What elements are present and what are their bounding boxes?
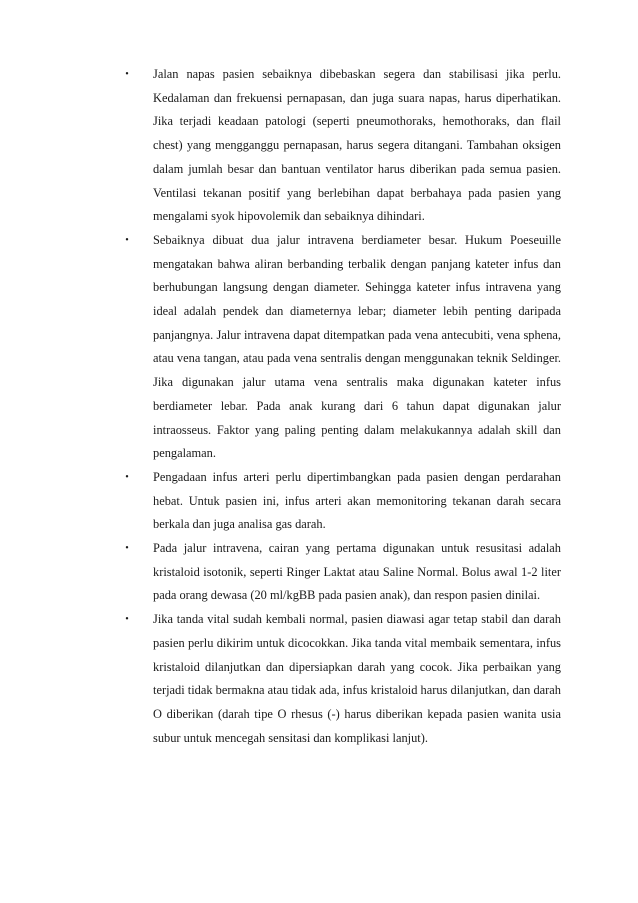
paragraph-text: Jalan napas pasien sebaiknya dibebaskan segera dan stabilisasi jika perlu. Kedalaman dan frekuensi pernapasan, dan juga suara napas, harus diperhatikan. Jika terjadi keadaan patologi (seperti pneumothoraks, hemothoraks, dan flail chest) yang mengganggu pernapasan, harus segera ditangani. Tambahan oksigen dalam jumlah besar dan bantuan ventilator harus diberikan pada semua pasien. Ventilasi tekanan positif yang berlebihan dapat berbahaya pada pasien yang mengalami syok hipovolemik dan sebaiknya dihindari. xyxy=(153,67,561,224)
bullet-icon: • xyxy=(125,614,129,626)
list-item xyxy=(120,537,561,608)
paragraph-text: Jika tanda vital sudah kembali normal, pasien diawasi agar tetap stabil dan darah pasien perlu dikirim untuk dicocokkan. Jika tanda vital membaik sementara, infus kristaloid dilanjutkan dan dipersiapkan darah yang cocok. Jika perbaikan yang terjadi tidak bermakna atau tidak ada, infus kristaloid harus dilanjutkan, dan darah O diberikan (darah tipe O rhesus (-) harus diberikan kepada pasien wanita usia subur untuk mencegah sensitasi dan komplikasi lanjut). xyxy=(153,612,561,745)
bullet-list xyxy=(120,63,561,750)
bullet-icon: • xyxy=(125,543,129,555)
paragraph-text: Sebaiknya dibuat dua jalur intravena berdiameter besar. Hukum Poeseuille mengatakan bahwa aliran berbanding terbalik dengan panjang kateter infus dan berhubungan langsung dengan diameter. Sehingga kateter infus intravena yang ideal adalah pendek dan diameternya lebar; diameter lebih penting daripada panjangnya. Jalur intravena dapat ditempatkan pada vena antecubiti, vena sphena, atau vena tangan, atau pada vena sentralis dengan menggunakan teknik Seldinger. Jika digunakan jalur utama vena sentralis maka digunakan kateter infus berdiameter lebar. Pada anak kurang dari 6 tahun dapat digunakan jalur intraosseus. Faktor yang paling penting dalam melakukannya adalah skill dan pengalaman. xyxy=(153,232,561,461)
paragraph-text: Pada jalur intravena, cairan yang pertama digunakan untuk resusitasi adalah kristaloid isotonik, seperti Ringer Laktat atau Saline Normal. Bolus awal 1-2 liter pada orang dewasa (20 ml/kgBB pada pasien anak), dan respon pasien dinilai. xyxy=(153,541,561,603)
bullet-icon: • xyxy=(125,234,129,246)
list-item xyxy=(120,466,561,537)
bullet-icon: • xyxy=(125,69,129,80)
list-item xyxy=(120,63,561,229)
list-item xyxy=(120,229,561,466)
bullet-icon: • xyxy=(125,471,129,483)
list-item xyxy=(120,608,561,750)
paragraph-text: Pengadaan infus arteri perlu dipertimbangkan pada pasien dengan perdarahan hebat. Untuk pasien ini, infus arteri akan memonitoring tekanan darah secara berkala dan juga analisa gas darah. xyxy=(153,469,561,532)
